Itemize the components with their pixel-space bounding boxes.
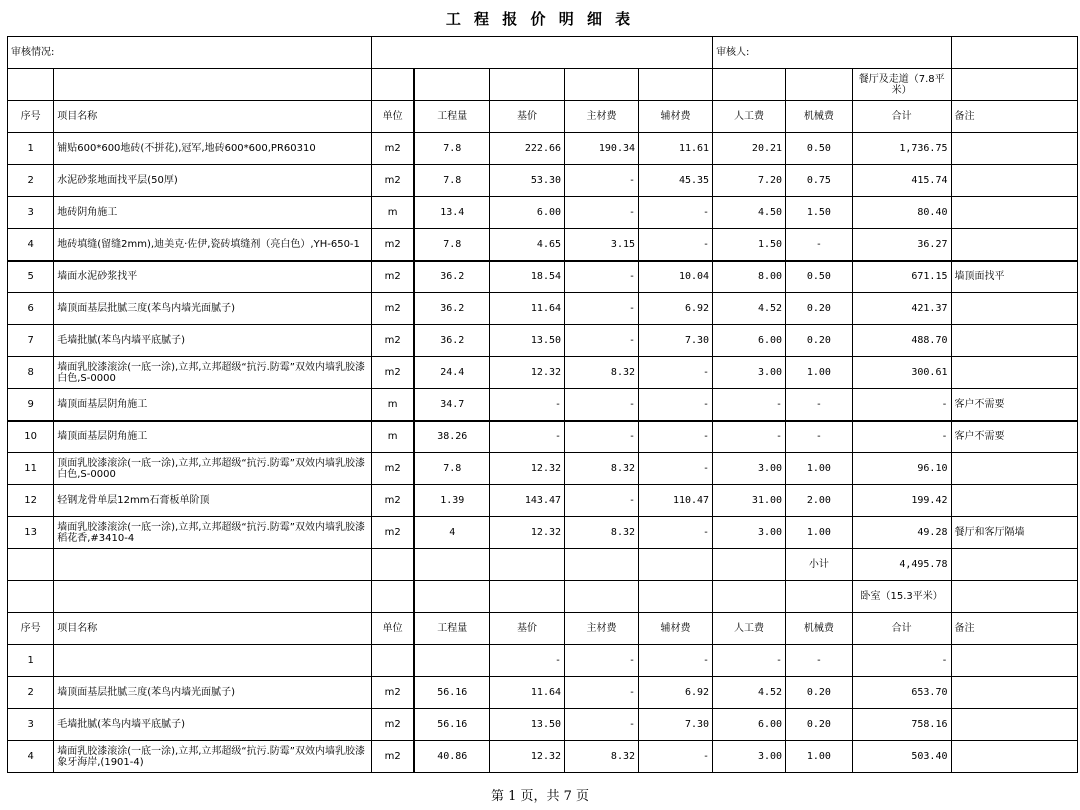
machine-cost: 0.20 — [786, 325, 853, 357]
main-material-cost: - — [565, 645, 639, 677]
base-price: 11.64 — [490, 677, 565, 709]
labor-cost: 20.21 — [713, 133, 786, 165]
machine-cost: 0.75 — [786, 165, 853, 197]
unit: m2 — [371, 517, 414, 549]
machine-cost: - — [786, 645, 853, 677]
blank-cell — [8, 549, 54, 581]
blank-cell — [414, 549, 489, 581]
quantity: 36.2 — [414, 261, 489, 293]
machine-cost: 1.00 — [786, 517, 853, 549]
blank-cell — [8, 69, 54, 101]
header-total: 合计 — [852, 101, 951, 133]
blank-cell — [951, 581, 1078, 613]
row-number: 2 — [8, 165, 54, 197]
item-name: 墙面乳胶漆滚涂(一底一涂),立邦,立邦超级“抗污.防霉”双效内墙乳胶漆白色,S-0000 — [54, 357, 372, 389]
unit: m — [371, 389, 414, 421]
section-title: 卧室（15.3平米） — [852, 581, 951, 613]
table-row — [8, 453, 1078, 485]
aux-material-cost: 45.35 — [639, 165, 713, 197]
row-number: 6 — [8, 293, 54, 325]
remark — [951, 485, 1078, 517]
table-row — [8, 197, 1078, 229]
header-quantity: 工程量 — [414, 101, 489, 133]
item-name: 地砖阴角施工 — [54, 197, 372, 229]
table-row — [8, 261, 1078, 293]
quantity: 36.2 — [414, 325, 489, 357]
audit-status-value[interactable] — [371, 37, 712, 69]
blank-cell — [490, 69, 565, 101]
item-name: 铺贴600*600地砖(不拼花),冠军,地砖600*600,PR60310 — [54, 133, 372, 165]
blank-cell — [565, 69, 639, 101]
remark: 客户不需要 — [951, 389, 1078, 421]
labor-cost: 4.50 — [713, 197, 786, 229]
aux-material-cost: - — [639, 389, 713, 421]
row-number: 1 — [8, 133, 54, 165]
aux-material-cost: - — [639, 741, 713, 773]
row-number: 8 — [8, 357, 54, 389]
header-machine-cost: 机械费 — [786, 613, 853, 645]
blank-cell — [639, 69, 713, 101]
main-material-cost: 3.15 — [565, 229, 639, 261]
quantity: 24.4 — [414, 357, 489, 389]
quantity: 7.8 — [414, 165, 489, 197]
blank-cell — [565, 549, 639, 581]
header-item-name: 项目名称 — [54, 613, 372, 645]
quantity: 7.8 — [414, 453, 489, 485]
header-labor-cost: 人工费 — [713, 101, 786, 133]
blank-cell — [414, 581, 489, 613]
machine-cost: - — [786, 229, 853, 261]
total: - — [852, 421, 951, 453]
row-number: 10 — [8, 421, 54, 453]
total: 300.61 — [852, 357, 951, 389]
quotation-table — [7, 36, 1078, 773]
remark: 餐厅和客厅隔墙 — [951, 517, 1078, 549]
aux-material-cost: - — [639, 357, 713, 389]
row-number: 12 — [8, 485, 54, 517]
main-material-cost: - — [565, 261, 639, 293]
remark — [951, 325, 1078, 357]
aux-material-cost: - — [639, 645, 713, 677]
remark: 墙顶面找平 — [951, 261, 1078, 293]
page-footer: 第 1 页，共 7 页 — [490, 789, 590, 804]
unit: m2 — [371, 485, 414, 517]
main-material-cost: 8.32 — [565, 741, 639, 773]
blank-cell — [639, 581, 713, 613]
blank-cell — [786, 69, 853, 101]
item-name: 毛墙批腻(苯鸟内墙平底腻子) — [54, 709, 372, 741]
labor-cost: 6.00 — [713, 325, 786, 357]
quantity: 34.7 — [414, 389, 489, 421]
quantity: 56.16 — [414, 709, 489, 741]
row-number: 3 — [8, 709, 54, 741]
row-number: 9 — [8, 389, 54, 421]
table-row — [8, 645, 1078, 677]
main-material-cost: - — [565, 197, 639, 229]
header-item-name: 项目名称 — [54, 101, 372, 133]
header-row — [8, 101, 1078, 133]
row-number: 11 — [8, 453, 54, 485]
quantity: 1.39 — [414, 485, 489, 517]
unit: m2 — [371, 677, 414, 709]
audit-row — [8, 37, 1078, 69]
base-price: 12.32 — [490, 357, 565, 389]
quantity: 7.8 — [414, 133, 489, 165]
item-name — [54, 645, 372, 677]
remark — [951, 165, 1078, 197]
auditor-value[interactable] — [951, 37, 1078, 69]
machine-cost: - — [786, 389, 853, 421]
quantity: 40.86 — [414, 741, 489, 773]
row-number: 3 — [8, 197, 54, 229]
total: 671.15 — [852, 261, 951, 293]
item-name: 毛墙批腻(苯鸟内墙平底腻子) — [54, 325, 372, 357]
total: 758.16 — [852, 709, 951, 741]
unit: m2 — [371, 357, 414, 389]
main-material-cost: - — [565, 677, 639, 709]
labor-cost: 4.52 — [713, 677, 786, 709]
header-remark: 备注 — [951, 613, 1078, 645]
unit: m2 — [371, 165, 414, 197]
blank-cell — [786, 581, 853, 613]
main-material-cost: - — [565, 421, 639, 453]
aux-material-cost: 110.47 — [639, 485, 713, 517]
header-quantity: 工程量 — [414, 613, 489, 645]
subtotal-value: 4,495.78 — [852, 549, 951, 581]
labor-cost: 3.00 — [713, 741, 786, 773]
item-name: 墙顶面基层阴角施工 — [54, 389, 372, 421]
quantity: 13.4 — [414, 197, 489, 229]
aux-material-cost: 7.30 — [639, 325, 713, 357]
total: 199.42 — [852, 485, 951, 517]
labor-cost: 6.00 — [713, 709, 786, 741]
main-material-cost: - — [565, 293, 639, 325]
quantity: 56.16 — [414, 677, 489, 709]
remark: 客户不需要 — [951, 421, 1078, 453]
machine-cost: 1.50 — [786, 197, 853, 229]
total: - — [852, 389, 951, 421]
labor-cost: - — [713, 389, 786, 421]
remark — [951, 197, 1078, 229]
remark — [951, 741, 1078, 773]
table-row — [8, 293, 1078, 325]
main-material-cost: - — [565, 485, 639, 517]
quantity: 7.8 — [414, 229, 489, 261]
base-price: 12.32 — [490, 741, 565, 773]
base-price: 18.54 — [490, 261, 565, 293]
header-unit: 单位 — [371, 613, 414, 645]
item-name: 墙顶面基层批腻三度(苯鸟内墙光面腻子) — [54, 293, 372, 325]
aux-material-cost: - — [639, 453, 713, 485]
row-number: 2 — [8, 677, 54, 709]
header-row-number: 序号 — [8, 101, 54, 133]
blank-cell — [371, 549, 414, 581]
header-base-price: 基价 — [490, 101, 565, 133]
header-main-material-cost: 主材费 — [565, 101, 639, 133]
base-price: 6.00 — [490, 197, 565, 229]
table-row — [8, 709, 1078, 741]
total: 1,736.75 — [852, 133, 951, 165]
quantity: 36.2 — [414, 293, 489, 325]
main-material-cost: - — [565, 709, 639, 741]
base-price: - — [490, 389, 565, 421]
item-name: 地砖填缝(留缝2mm),迪美克·佐伊,瓷砖填缝剂（亮白色）,YH-650-1 — [54, 229, 372, 261]
row-number: 4 — [8, 741, 54, 773]
aux-material-cost: 6.92 — [639, 677, 713, 709]
header-unit: 单位 — [371, 101, 414, 133]
subtotal-label: 小计 — [786, 549, 853, 581]
table-row — [8, 485, 1078, 517]
blank-cell — [951, 69, 1078, 101]
item-name: 墙顶面基层阴角施工 — [54, 421, 372, 453]
unit: m2 — [371, 741, 414, 773]
machine-cost: 0.20 — [786, 709, 853, 741]
header-aux-material-cost: 辅材费 — [639, 613, 713, 645]
row-number: 5 — [8, 261, 54, 293]
base-price: - — [490, 645, 565, 677]
base-price: 11.64 — [490, 293, 565, 325]
main-material-cost: 8.32 — [565, 453, 639, 485]
unit: m2 — [371, 293, 414, 325]
table-row — [8, 165, 1078, 197]
labor-cost: 31.00 — [713, 485, 786, 517]
item-name: 轻钢龙骨单层12mm石膏板单阶顶 — [54, 485, 372, 517]
labor-cost: 1.50 — [713, 229, 786, 261]
row-number: 4 — [8, 229, 54, 261]
audit-status-label: 审核情况: — [8, 37, 372, 69]
base-price: 12.32 — [490, 517, 565, 549]
item-name: 墙面水泥砂浆找平 — [54, 261, 372, 293]
item-name: 墙面乳胶漆滚涂(一底一涂),立邦,立邦超级“抗污.防霉”双效内墙乳胶漆象牙海岸,(1901-4) — [54, 741, 372, 773]
quantity: 4 — [414, 517, 489, 549]
section-title: 餐厅及走道（7.8平米） — [852, 69, 951, 101]
quantity: 38.26 — [414, 421, 489, 453]
aux-material-cost: - — [639, 229, 713, 261]
unit: m2 — [371, 325, 414, 357]
base-price: 143.47 — [490, 485, 565, 517]
base-price: 53.30 — [490, 165, 565, 197]
main-material-cost: - — [565, 325, 639, 357]
aux-material-cost: 11.61 — [639, 133, 713, 165]
remark — [951, 453, 1078, 485]
auditor-label: 审核人: — [713, 37, 951, 69]
base-price: 13.50 — [490, 709, 565, 741]
total: - — [852, 645, 951, 677]
machine-cost: 1.00 — [786, 357, 853, 389]
machine-cost: - — [786, 421, 853, 453]
remark — [951, 229, 1078, 261]
blank-cell — [951, 549, 1078, 581]
main-material-cost: - — [565, 389, 639, 421]
blank-cell — [54, 549, 372, 581]
machine-cost: 0.20 — [786, 293, 853, 325]
main-material-cost: 190.34 — [565, 133, 639, 165]
total: 503.40 — [852, 741, 951, 773]
header-labor-cost: 人工费 — [713, 613, 786, 645]
main-material-cost: - — [565, 165, 639, 197]
blank-cell — [713, 549, 786, 581]
machine-cost: 1.00 — [786, 453, 853, 485]
unit: m2 — [371, 453, 414, 485]
total: 415.74 — [852, 165, 951, 197]
unit: m2 — [371, 133, 414, 165]
unit: m — [371, 421, 414, 453]
page-title: 工 程 报 价 明 细 表 — [445, 10, 635, 28]
total: 49.28 — [852, 517, 951, 549]
header-row-number: 序号 — [8, 613, 54, 645]
section-title-row — [8, 581, 1078, 613]
blank-cell — [490, 549, 565, 581]
header-row — [8, 613, 1078, 645]
machine-cost: 0.20 — [786, 677, 853, 709]
machine-cost: 0.50 — [786, 261, 853, 293]
subtotal-row — [8, 549, 1078, 581]
base-price: 12.32 — [490, 453, 565, 485]
total: 488.70 — [852, 325, 951, 357]
main-material-cost: 8.32 — [565, 357, 639, 389]
table-row — [8, 325, 1078, 357]
labor-cost: 3.00 — [713, 453, 786, 485]
total: 36.27 — [852, 229, 951, 261]
blank-cell — [54, 69, 372, 101]
blank-cell — [414, 69, 489, 101]
aux-material-cost: 10.04 — [639, 261, 713, 293]
blank-cell — [713, 581, 786, 613]
labor-cost: 4.52 — [713, 293, 786, 325]
unit — [371, 645, 414, 677]
remark — [951, 677, 1078, 709]
unit: m — [371, 197, 414, 229]
row-number: 7 — [8, 325, 54, 357]
total: 96.10 — [852, 453, 951, 485]
header-main-material-cost: 主材费 — [565, 613, 639, 645]
machine-cost: 1.00 — [786, 741, 853, 773]
header-total: 合计 — [852, 613, 951, 645]
labor-cost: 3.00 — [713, 357, 786, 389]
blank-cell — [371, 69, 414, 101]
remark — [951, 133, 1078, 165]
aux-material-cost: - — [639, 197, 713, 229]
blank-cell — [565, 581, 639, 613]
base-price: 222.66 — [490, 133, 565, 165]
labor-cost: 3.00 — [713, 517, 786, 549]
base-price: - — [490, 421, 565, 453]
header-machine-cost: 机械费 — [786, 101, 853, 133]
table-row — [8, 133, 1078, 165]
remark — [951, 645, 1078, 677]
unit: m2 — [371, 229, 414, 261]
total: 80.40 — [852, 197, 951, 229]
table-row — [8, 677, 1078, 709]
main-material-cost: 8.32 — [565, 517, 639, 549]
aux-material-cost: - — [639, 421, 713, 453]
header-base-price: 基价 — [490, 613, 565, 645]
row-number: 13 — [8, 517, 54, 549]
blank-cell — [490, 581, 565, 613]
table-body — [8, 37, 1078, 773]
blank-cell — [713, 69, 786, 101]
table-row — [8, 389, 1078, 421]
blank-cell — [639, 549, 713, 581]
blank-cell — [54, 581, 372, 613]
item-name: 水泥砂浆地面找平层(50厚) — [54, 165, 372, 197]
item-name: 顶面乳胶漆滚涂(一底一涂),立邦,立邦超级“抗污.防霉”双效内墙乳胶漆白色,S-0000 — [54, 453, 372, 485]
header-remark: 备注 — [951, 101, 1078, 133]
table-row — [8, 517, 1078, 549]
section-title-row — [8, 69, 1078, 101]
total: 653.70 — [852, 677, 951, 709]
labor-cost: - — [713, 645, 786, 677]
total: 421.37 — [852, 293, 951, 325]
unit: m2 — [371, 261, 414, 293]
aux-material-cost: 7.30 — [639, 709, 713, 741]
unit: m2 — [371, 709, 414, 741]
base-price: 13.50 — [490, 325, 565, 357]
labor-cost: 7.20 — [713, 165, 786, 197]
blank-cell — [8, 581, 54, 613]
blank-cell — [371, 581, 414, 613]
remark — [951, 709, 1078, 741]
table-row — [8, 421, 1078, 453]
machine-cost: 2.00 — [786, 485, 853, 517]
remark — [951, 357, 1078, 389]
aux-material-cost: - — [639, 517, 713, 549]
remark — [951, 293, 1078, 325]
base-price: 4.65 — [490, 229, 565, 261]
machine-cost: 0.50 — [786, 133, 853, 165]
item-name: 墙顶面基层批腻三度(苯鸟内墙光面腻子) — [54, 677, 372, 709]
quantity — [414, 645, 489, 677]
row-number: 1 — [8, 645, 54, 677]
header-aux-material-cost: 辅材费 — [639, 101, 713, 133]
aux-material-cost: 6.92 — [639, 293, 713, 325]
labor-cost: 8.00 — [713, 261, 786, 293]
table-row — [8, 229, 1078, 261]
table-row — [8, 741, 1078, 773]
item-name: 墙面乳胶漆滚涂(一底一涂),立邦,立邦超级“抗污.防霉”双效内墙乳胶漆稻花香,#3410-4 — [54, 517, 372, 549]
labor-cost: - — [713, 421, 786, 453]
table-row — [8, 357, 1078, 389]
